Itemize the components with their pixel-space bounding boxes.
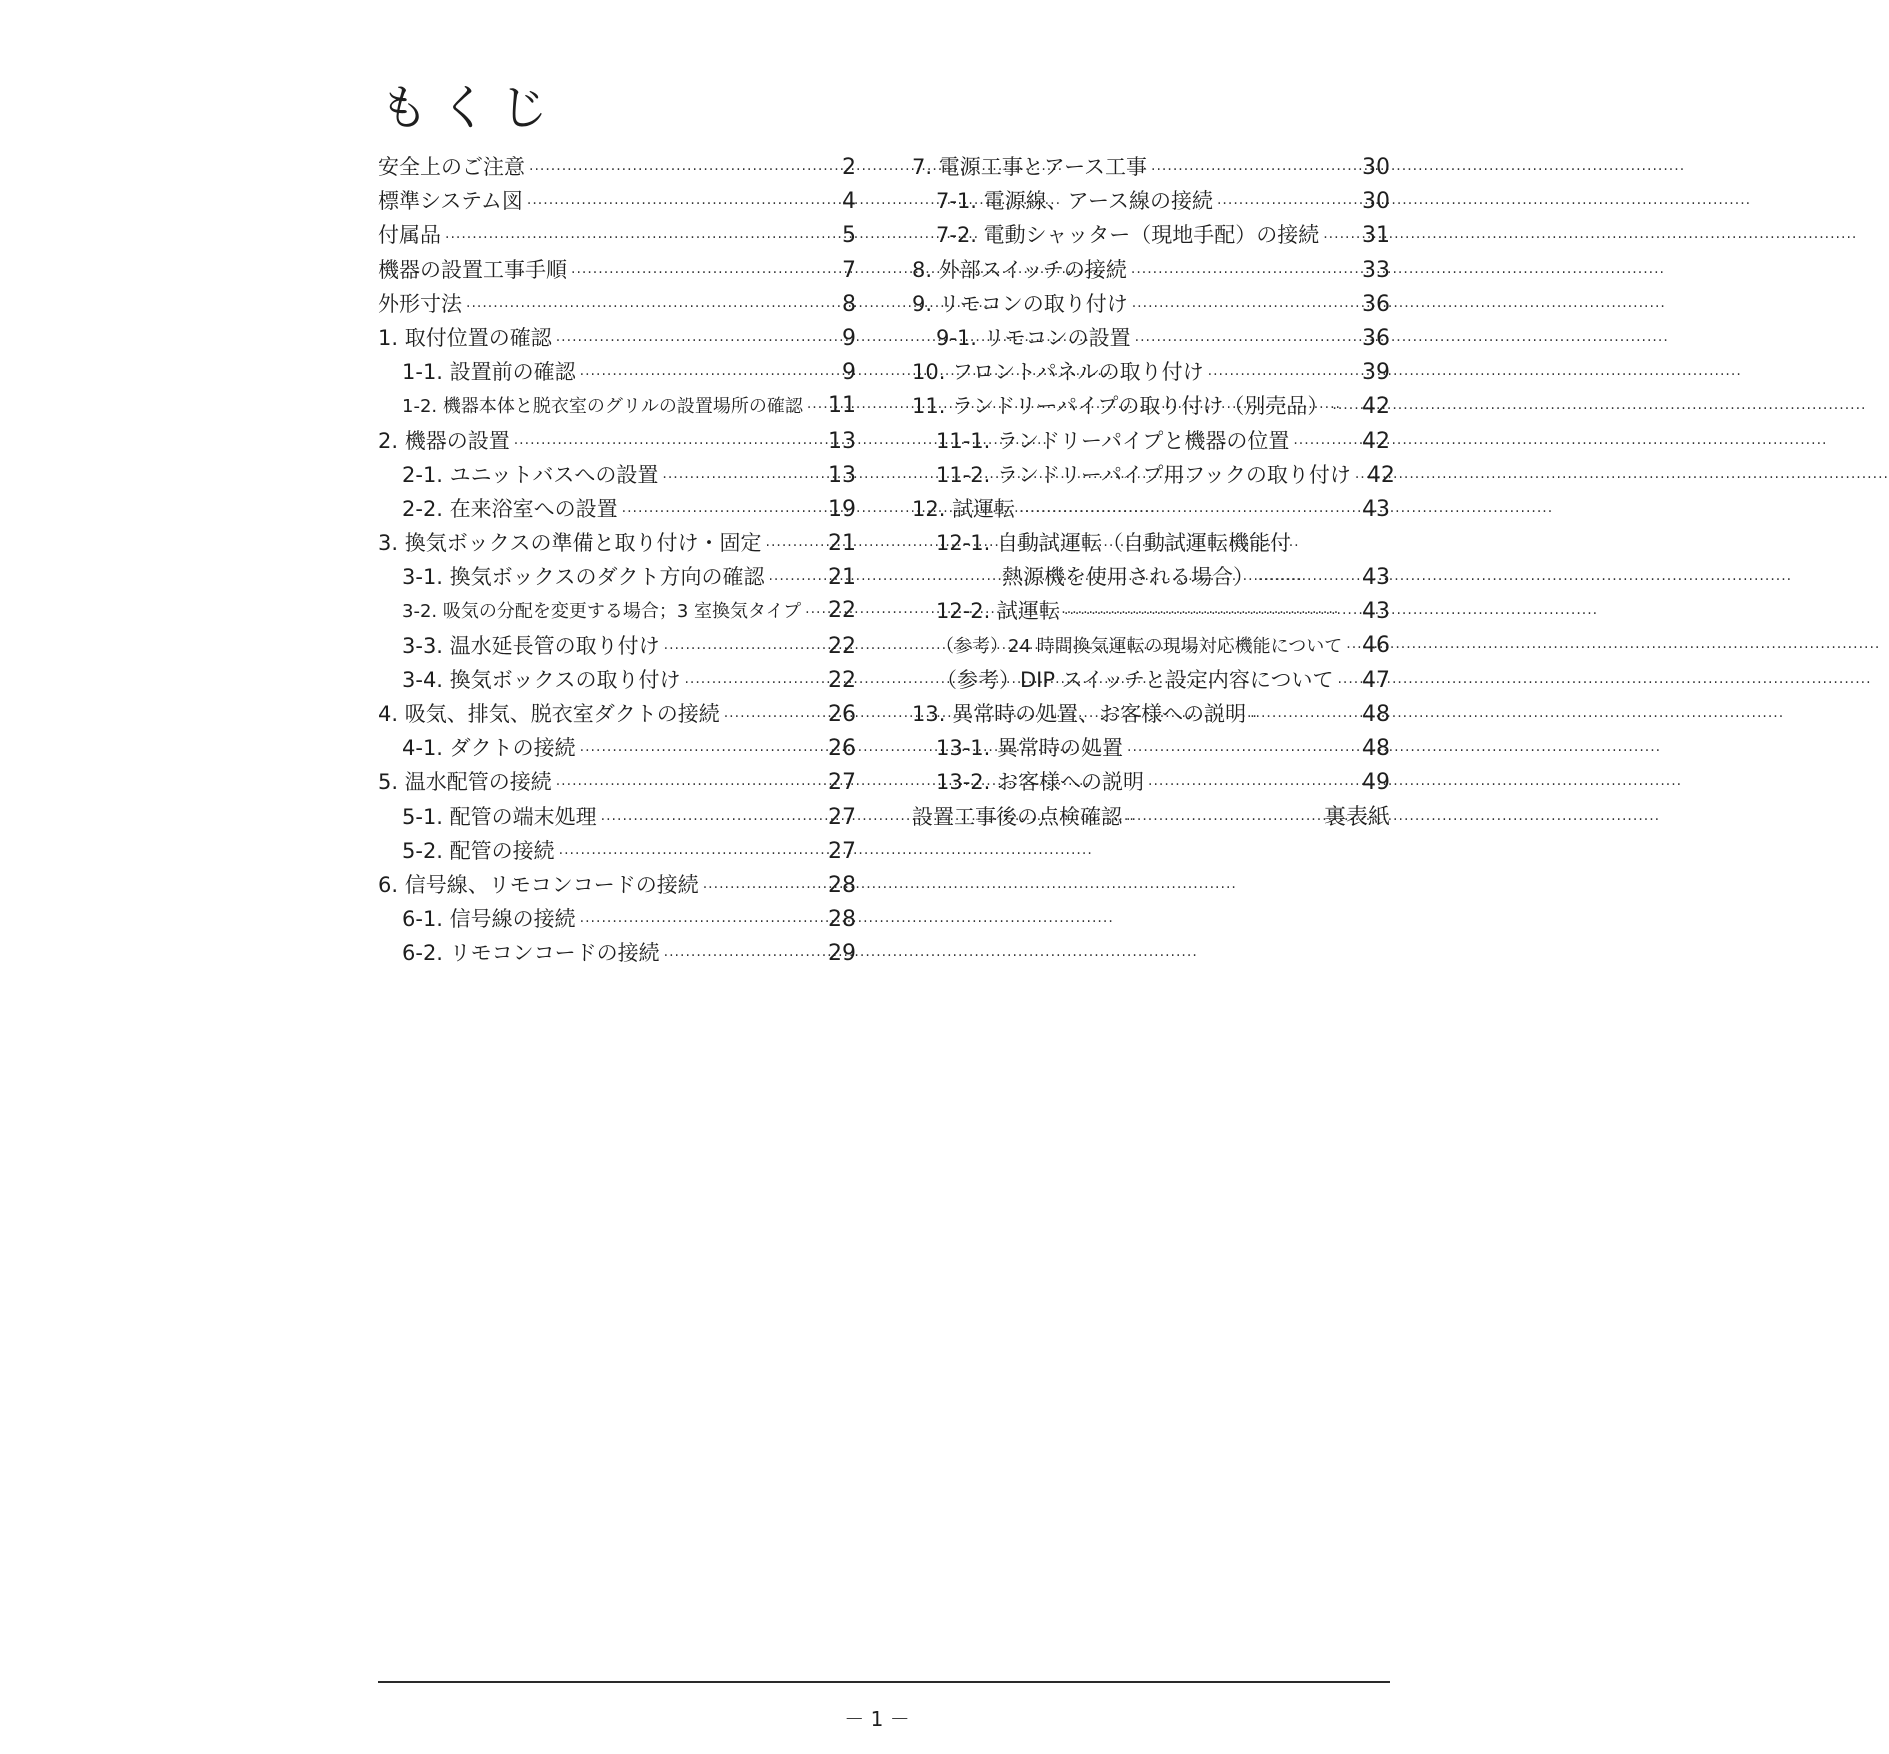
toc-entry[interactable] <box>378 800 856 834</box>
toc-entry-page: 43 <box>1362 565 1390 591</box>
toc-entry-page: 28 <box>828 907 856 933</box>
toc-entry-label: 5. 温水配管の接続 <box>378 770 552 795</box>
toc-entry-page: 21 <box>828 531 856 557</box>
toc-entry-label: 3-3. 温水延長管の取り付け <box>402 633 660 658</box>
toc-entry-page: 29 <box>828 941 856 967</box>
toc-entry[interactable] <box>912 424 1390 458</box>
toc-entry-label: 13-2. お客様への説明 <box>936 770 1145 795</box>
toc-entry-label: （参考）24 時間換気運転の現場対応機能について <box>936 635 1343 657</box>
toc-entry[interactable] <box>378 218 856 252</box>
toc-entry[interactable] <box>912 594 1390 628</box>
toc-entry-page: 27 <box>828 770 856 796</box>
toc-entry-page: 19 <box>828 496 856 522</box>
toc-entry-label: 11-2. ランドリーパイプ用フックの取り付け <box>936 462 1351 487</box>
toc-entry-label: 2-1. ユニットバスへの設置 <box>402 462 659 487</box>
toc-entry-page: 30 <box>1362 155 1390 180</box>
toc-entry[interactable] <box>378 594 856 628</box>
toc-leader-dots <box>807 391 816 425</box>
toc-entry-page: 42 <box>1366 462 1395 488</box>
toc-entry-label: 9. リモコンの取り付け <box>912 291 1128 316</box>
toc-leader-dots <box>1258 563 1350 597</box>
toc-entry-page: 4 <box>842 189 856 215</box>
toc-entry-label: 7-2. 電動シャッター（現地手配）の接続 <box>936 223 1320 248</box>
toc-leader-dots <box>664 939 816 973</box>
toc-entry[interactable] <box>378 424 856 458</box>
toc-entry-page: 21 <box>828 565 856 591</box>
toc-entry[interactable] <box>912 287 1390 321</box>
toc-entry[interactable] <box>378 355 856 389</box>
toc-entry-page: 13 <box>828 462 856 488</box>
toc-entry[interactable] <box>378 902 856 936</box>
toc-leader-dots <box>724 700 816 734</box>
toc-entry-label: 5-2. 配管の接続 <box>402 838 555 863</box>
toc-entry-page: 26 <box>828 736 856 762</box>
toc-leader-dots <box>1151 153 1350 187</box>
toc-entry-label: 安全上のご注意 <box>378 155 525 179</box>
toc-entry[interactable] <box>378 936 856 970</box>
toc-entry-label: 設置工事後の点検確認 <box>912 804 1122 829</box>
toc-entry-page: 裏表紙 <box>1323 804 1390 830</box>
toc-entry-label: 2-2. 在来浴室への設置 <box>402 496 618 521</box>
toc-leader-dots <box>1293 427 1350 461</box>
toc-entry[interactable] <box>378 629 856 663</box>
toc-entry[interactable] <box>378 560 856 594</box>
toc-entry-page: 9 <box>842 360 856 386</box>
toc-leader-dots <box>1131 256 1350 290</box>
toc-leader-dots <box>1337 666 1350 700</box>
toc-entry-label: 6. 信号線、リモコンコードの接続 <box>378 872 699 897</box>
toc-entry-page: 46 <box>1362 632 1390 658</box>
toc-entry[interactable] <box>912 321 1390 355</box>
toc-entry-page: 42 <box>1362 394 1390 420</box>
toc-leader-dots <box>556 324 816 358</box>
toc-leader-dots <box>622 495 816 529</box>
toc-entry-label: 7. 電源工事とアース工事 <box>912 155 1148 179</box>
toc-entry-page: 47 <box>1362 667 1390 693</box>
toc-entry[interactable] <box>378 526 856 560</box>
toc-entry-label: 10. フロントパネルの取り付け <box>912 360 1204 385</box>
toc-entry[interactable] <box>912 765 1390 799</box>
toc-entry-label: 12. 試運転 <box>912 496 1016 521</box>
toc-entry[interactable] <box>378 765 856 799</box>
toc-leader-dots <box>1127 734 1350 768</box>
page-number: － 1 － <box>844 1707 910 1731</box>
toc-leader-dots <box>1346 631 1350 665</box>
toc-leader-dots <box>514 427 816 461</box>
toc-entry-page: 22 <box>828 667 856 693</box>
toc-leader-dots <box>1019 495 1350 529</box>
toc-entry-label: 付属品 <box>378 223 441 248</box>
toc-entry-label: 熱源機を使用される場合） <box>1002 565 1254 590</box>
toc-entry-page: 48 <box>1362 736 1390 762</box>
toc-entry-label: 1. 取付位置の確認 <box>378 325 552 350</box>
toc-entry-label: 4-1. ダクトの接続 <box>402 736 576 761</box>
toc-entry-page: 13 <box>828 428 856 454</box>
toc-entry[interactable] <box>378 731 856 765</box>
toc-entry-page: 39 <box>1362 360 1390 386</box>
toc-entry-label: 7-1. 電源線、アース線の接続 <box>936 189 1213 214</box>
toc-entry-page: 26 <box>828 702 856 727</box>
toc-entry[interactable] <box>378 150 856 184</box>
toc-entry-label: 12-1. 自動試運転（自動試運転機能付 <box>936 531 1292 556</box>
toc-entry-label: 12-2. 試運転 <box>936 599 1061 624</box>
toc-entry[interactable] <box>912 731 1390 765</box>
toc-entry[interactable] <box>378 697 856 731</box>
toc-entry-page: 30 <box>1362 189 1390 215</box>
toc-entry-page: 31 <box>1362 223 1390 249</box>
toc-entry-label: 11. ランドリーパイプの取り付け（別売品） <box>912 394 1329 419</box>
footer-divider <box>378 1681 1390 1683</box>
toc-entry-page: 43 <box>1362 496 1390 522</box>
toc-entry-label: 標準システム図 <box>378 189 523 214</box>
toc-leader-dots <box>1217 187 1350 221</box>
toc-entry-page: 49 <box>1362 770 1390 796</box>
toc-leader-dots <box>445 221 816 255</box>
toc-entry-page: 27 <box>828 838 856 864</box>
toc-leader-dots <box>766 529 817 563</box>
toc-leader-dots <box>1208 358 1350 392</box>
toc-leader-dots <box>703 871 816 905</box>
toc-entry-label: 6-2. リモコンコードの接続 <box>402 941 660 966</box>
toc-entry[interactable] <box>912 184 1390 218</box>
toc-entry-label: 3-2. 吸気の分配を変更する場合；3 室換気タイプ <box>402 601 802 623</box>
toc-entry-label: 2. 機器の設置 <box>378 428 510 453</box>
toc-leader-dots <box>466 290 816 324</box>
toc-leader-dots <box>580 734 816 768</box>
toc-entry-label: 13. 異常時の処置、お客様への説明 <box>912 702 1247 726</box>
toc-entry-page: 36 <box>1362 291 1390 317</box>
toc-leader-dots <box>1250 700 1350 734</box>
toc-leader-dots <box>559 837 816 871</box>
toc-entry-page: 7 <box>842 257 856 283</box>
toc-entry[interactable] <box>912 629 1390 663</box>
toc-entry[interactable] <box>912 218 1390 252</box>
toc-leader-dots <box>1323 221 1350 255</box>
toc-entry[interactable] <box>378 321 856 355</box>
toc-left-column <box>378 150 856 971</box>
toc-leader-dots <box>1148 768 1350 802</box>
toc-entry-page: 8 <box>842 291 856 317</box>
toc-entry[interactable] <box>378 287 856 321</box>
toc-leader-dots <box>662 461 816 495</box>
toc-entry-label: 3. 換気ボックスの準備と取り付け・固定 <box>378 531 762 556</box>
toc-entry-label: 5-1. 配管の端末処理 <box>402 804 597 829</box>
toc-leader-dots <box>1064 597 1350 631</box>
toc-entry[interactable] <box>912 355 1390 389</box>
toc-entry-page: 11 <box>828 393 856 419</box>
toc-entry[interactable] <box>912 526 1390 560</box>
toc-leader-dots <box>556 768 816 802</box>
toc-entry[interactable] <box>912 150 1390 184</box>
toc-leader-dots <box>805 596 816 630</box>
toc-entry-page: 2 <box>842 155 856 180</box>
toc-entry[interactable] <box>912 560 1390 594</box>
toc-entry-label: 機器の設置工事手順 <box>378 257 567 282</box>
toc-entry-label: 8. 外部スイッチの接続 <box>912 257 1127 282</box>
toc-leader-dots <box>571 256 816 290</box>
toc-entry-label: 11-1. ランドリーパイプと機器の位置 <box>936 428 1290 453</box>
toc-leader-dots <box>1126 803 1318 837</box>
toc-entry[interactable] <box>378 663 856 697</box>
toc-entry-label: 1-1. 設置前の確認 <box>402 360 576 385</box>
toc-entry-label: 1-2. 機器本体と脱衣室のグリルの設置場所の確認 <box>402 396 803 418</box>
toc-entry[interactable] <box>912 492 1390 526</box>
toc-leader-dots <box>580 905 816 939</box>
toc-entry-label: 6-1. 信号線の接続 <box>402 907 576 932</box>
toc-entry-label: 9-1. リモコンの設置 <box>936 325 1131 350</box>
toc-entry[interactable] <box>912 800 1390 834</box>
toc-entry[interactable] <box>378 389 856 423</box>
toc-entry-page: 22 <box>828 598 856 624</box>
toc-entry-label: 3-1. 換気ボックスのダクト方向の確認 <box>402 565 765 590</box>
toc-leader-dots <box>1135 324 1350 358</box>
toc-entry-label: 3-4. 換気ボックスの取り付け <box>402 667 681 692</box>
toc-leader-dots <box>684 666 816 700</box>
toc-entry-page: 28 <box>828 872 856 898</box>
toc-title: もくじ <box>380 80 561 136</box>
toc-entry-page: 9 <box>842 325 856 351</box>
toc-entry-label: （参考）DIP スイッチと設定内容について <box>936 667 1334 692</box>
toc-entry[interactable] <box>912 389 1390 423</box>
toc-entry-page: 36 <box>1362 325 1390 351</box>
toc-leader-dots <box>1332 392 1350 426</box>
toc-entry[interactable] <box>912 458 1395 492</box>
toc-leader-dots <box>580 358 816 392</box>
toc-entry-page: 33 <box>1362 257 1390 283</box>
toc-entry-label: 外形寸法 <box>378 291 462 316</box>
toc-right-column <box>912 150 1395 834</box>
toc-entry[interactable] <box>378 868 856 902</box>
toc-entry[interactable] <box>378 834 856 868</box>
toc-leader-dots <box>527 187 816 221</box>
toc-entry[interactable] <box>378 458 856 492</box>
toc-leader-dots <box>664 632 816 666</box>
toc-entry-page: 43 <box>1362 599 1390 625</box>
toc-entry-page: 48 <box>1362 702 1390 727</box>
toc-leader-dots <box>768 563 816 597</box>
toc-entry-page: 22 <box>828 633 856 659</box>
toc-entry-page: 27 <box>828 804 856 830</box>
toc-entry-label: 4. 吸気、排気、脱衣室ダクトの接続 <box>378 702 720 726</box>
toc-entry[interactable] <box>378 253 856 287</box>
toc-entry[interactable] <box>912 663 1390 697</box>
toc-leader-dots <box>529 153 816 187</box>
toc-entry[interactable] <box>912 253 1390 287</box>
toc-entry[interactable] <box>378 184 856 218</box>
toc-entry[interactable] <box>912 697 1390 731</box>
toc-entry[interactable] <box>378 492 856 526</box>
toc-entry-label: 13-1. 異常時の処置 <box>936 736 1124 761</box>
toc-entry-page: 42 <box>1362 428 1390 454</box>
toc-leader-dots <box>601 803 816 837</box>
toc-entry-page: 5 <box>842 223 856 249</box>
toc-leader-dots <box>1132 290 1350 324</box>
